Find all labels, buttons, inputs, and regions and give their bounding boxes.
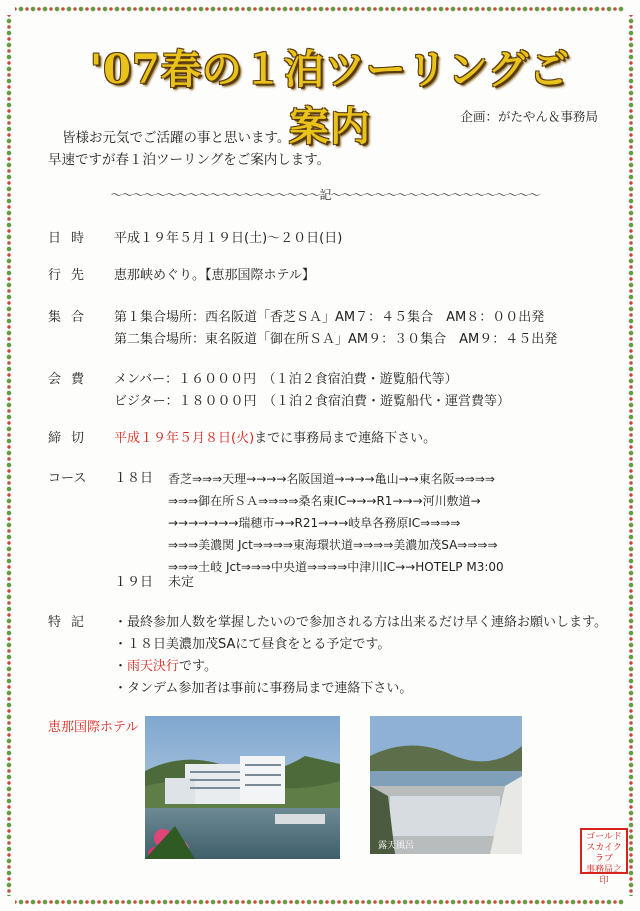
greeting xyxy=(48,127,330,171)
course-line: →→→→→→→瑞穂市→→R21→→→岐阜各務原IC⇒⇒⇒⇒ xyxy=(168,516,461,530)
office-seal: ゴールド スカイクラブ 事務局之印 xyxy=(580,828,628,874)
course-line: ⇒⇒⇒土岐 Jct⇒⇒⇒中央道⇒⇒⇒⇒中津川IC→→HOTELP M3:00 xyxy=(168,560,504,574)
hotel-photo-label: 恵那国際ホテル xyxy=(48,720,139,735)
note-red: 雨天決行 xyxy=(127,659,180,674)
ki-divider: 〜〜〜〜〜〜〜〜〜〜〜〜〜〜〜〜〜〜〜記〜〜〜〜〜〜〜〜〜〜〜〜〜〜〜〜〜〜〜 xyxy=(110,188,540,202)
greeting-line: 早速ですが春１泊ツーリングをご案内します。 xyxy=(48,152,331,168)
page-title: '07春の１泊ツーリングご案内 xyxy=(89,46,571,150)
date-label: 日時 xyxy=(48,231,95,246)
note-item: ・最終参加人数を掌握したいので参加される方は出来るだけ早く連絡お願いします。 xyxy=(114,615,607,630)
course-line: ⇒⇒⇒御在所ＳＡ⇒⇒⇒⇒桑名東IC→→→R1→→→河川敷道→ xyxy=(168,494,481,508)
meeting-line: 第１集合場所：西名阪道「香芝ＳＡ」AM７：４５集合 AM８：００出発 xyxy=(114,310,545,325)
meeting-line: 第二集合場所：東名阪道「御在所ＳＡ」AM９：３０集合 AM９：４５出発 xyxy=(114,332,558,347)
destination-value: 恵那峡めぐり。【恵那国際ホテル】 xyxy=(114,268,315,283)
course-day2: １９日 xyxy=(114,575,154,590)
note-item: ・雨天決行です。 xyxy=(114,659,217,674)
note-item: ・タンデム参加者は事前に事務局まで連絡下さい。 xyxy=(114,681,413,696)
date-value: 平成１９年５月１９日(土)〜２０日(日) xyxy=(114,231,343,246)
fee-line: ビジター：１８０００円 （１泊２食宿泊費・遊覧船代・運営費等） xyxy=(114,394,510,409)
bath-photo xyxy=(370,716,522,854)
course-label: コース xyxy=(48,471,87,486)
course-line: 香芝⇒⇒⇒天理→→→→名阪国道→→→→亀山→→東名阪⇒⇒⇒⇒ xyxy=(168,472,495,486)
course-line: ⇒⇒⇒美濃関 Jct⇒⇒⇒⇒東海環状道⇒⇒⇒⇒美濃加茂SA⇒⇒⇒⇒ xyxy=(168,538,498,552)
fee-label: 会費 xyxy=(48,372,95,387)
meeting-label: 集合 xyxy=(48,310,95,325)
fee-line: メンバー：１６０００円 （１泊２食宿泊費・遊覧船代等） xyxy=(114,372,458,387)
greeting-line: 皆様お元気でご活躍の事と思います。 xyxy=(62,130,291,146)
deadline-label: 締切 xyxy=(48,431,95,446)
note-item: ・１８日美濃加茂SAにて昼食をとる予定です。 xyxy=(114,637,391,652)
deadline-date: 平成１９年５月８日(火) xyxy=(114,431,255,446)
course-day1: １８日 xyxy=(114,471,154,486)
planner-credit: 企画：がたやん＆事務局 xyxy=(460,109,598,124)
destination-label: 行先 xyxy=(48,268,95,283)
hotel-photo xyxy=(145,716,340,859)
deadline-text: までに事務局まで連絡下さい。 xyxy=(254,431,437,446)
notes-label: 特記 xyxy=(48,615,95,630)
bath-caption: 露天風呂 xyxy=(378,841,415,851)
course-day2-value: 未定 xyxy=(168,575,195,590)
